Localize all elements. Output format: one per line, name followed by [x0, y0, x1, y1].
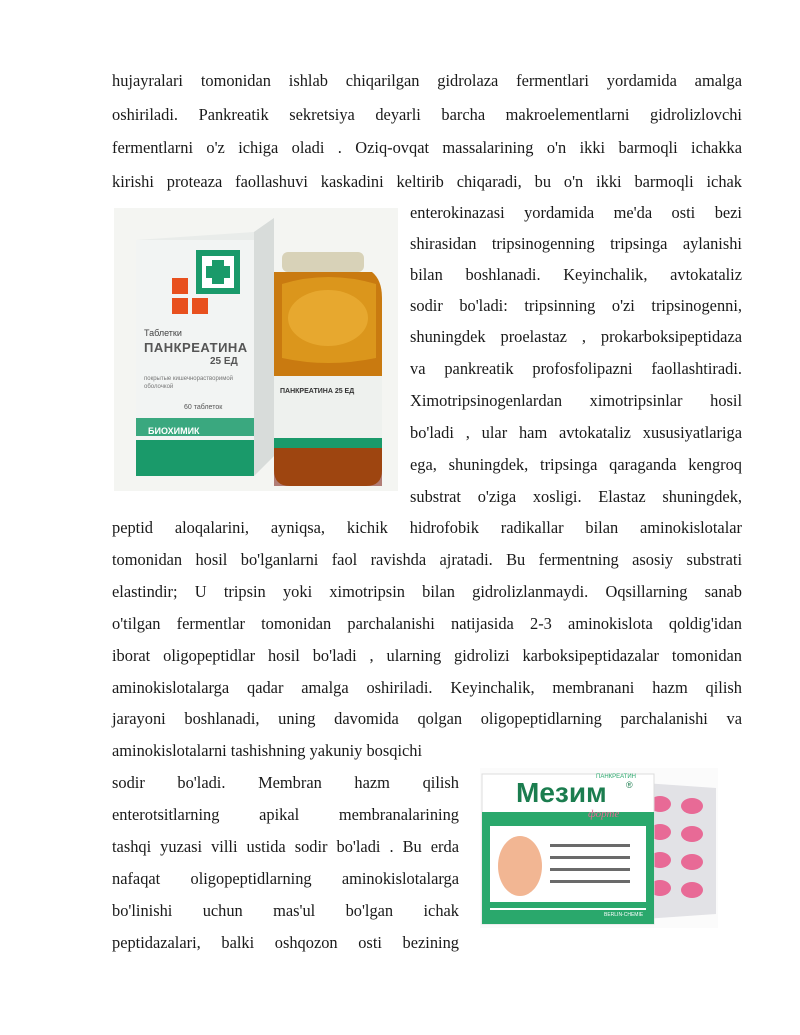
- paragraph-line: kirishi proteaza faollashuvi kaskadini keltirib chiqaradi, bu o'n ikki barmoqli ichak: [112, 172, 742, 191]
- pancreatin-product-photo: [114, 208, 398, 491]
- mezim-registered-mark: ®: [626, 780, 633, 790]
- paragraph-line: peptid aloqalarini, ayniqsa, kichik hidrofobik radikallar bilan aminokislotalar: [112, 518, 742, 537]
- paragraph-line: shirasidan tripsinogenning tripsinga aylanishi: [410, 234, 742, 253]
- paragraph-line: substrat o'ziga xosligi. Elastaz shuningdek,: [410, 487, 742, 506]
- paragraph-line: va pankreatik profosfolipazni faollashtiradi.: [410, 359, 742, 378]
- mezim-product-photo: [480, 768, 718, 928]
- paragraph-line: jarayoni boshlanadi, uning davomida qolgan oligopeptidlarning parchalanishi va: [112, 709, 742, 728]
- paragraph-line: o'tilgan fermentlar tomonidan parchalanishi natijasida 2-3 aminokislota qoldig'idan: [112, 614, 742, 633]
- box-brand: БИОХИМИК: [148, 426, 200, 436]
- paragraph-line: hujayralari tomonidan ishlab chiqarilgan gidrolaza fermentlari yordamida amalga: [112, 71, 742, 90]
- paragraph-line: tashqi yuzasi villi ustida sodir bo'ladi . Bu erda: [112, 837, 459, 856]
- mezim-name: Мезим: [516, 777, 607, 808]
- paragraph-line: sodir bo'ladi: tripsinning o'zi tripsinogenni,: [410, 296, 742, 315]
- paragraph-line: elastindir; U tripsin yoki ximotripsin bilan gidrolizlanmaydi. Oqsillarning sanab: [112, 582, 742, 601]
- box-product-name: ПАНКРЕАТИНА: [144, 340, 248, 355]
- paragraph-line: oshiriladi. Pankreatik sekretsiya deyarli barcha makroelementlarni gidrolizlovchi: [112, 105, 742, 124]
- box-label-top: Таблетки: [144, 328, 182, 338]
- paragraph-line: bo'ladi , ular ham avtokataliz xususiyatlariga: [410, 423, 742, 442]
- box-small-text: оболочкой: [144, 384, 174, 390]
- paragraph-line: iborat oligopeptidlar hosil bo'ladi , ularning gidrolizi karboksipeptidazalar tomonidan: [112, 646, 742, 665]
- paragraph-line: shuningdek proelastaz , prokarboksipeptidaza: [410, 327, 742, 346]
- paragraph-line: tomonidan hosil bo'lganlarni faol ravishda ajratadi. Bu fermentning asosiy substrati: [112, 550, 742, 569]
- box-dose: 25 ЕД: [210, 356, 238, 367]
- paragraph-line: ega, shuningdek, tripsinga qaraganda kengroq: [410, 455, 742, 474]
- paragraph-line: aminokislotalarni tashishning yakuniy bosqichi: [112, 741, 423, 760]
- mezim-top-label: ПАНКРЕАТИН: [596, 774, 636, 780]
- paragraph-line: enterokinazasi yordamida me'da osti bezi: [410, 203, 742, 222]
- mezim-subtitle: форте: [588, 808, 620, 820]
- paragraph-line: aminokislotalarga qadar amalga oshiriladi. Keyinchalik, membranani hazm qilish: [112, 678, 742, 697]
- paragraph-line: fermentlarni o'z ichiga oladi . Oziq-ovqat massalarining o'n ikki barmoqli ichakka: [112, 138, 742, 157]
- jar-label: ПАНКРЕАТИНА 25 ЕД: [280, 388, 355, 395]
- paragraph-line: enterotsitlarning apikal membranalarining: [112, 805, 459, 824]
- box-small-text: покрытые кишечнорастворимой: [144, 376, 234, 382]
- box-count: 60 таблеток: [184, 404, 223, 411]
- paragraph-line: peptidazalari, balki oshqozon osti bezining: [112, 933, 459, 952]
- paragraph-line: sodir bo'ladi. Membran hazm qilish: [112, 773, 459, 792]
- paragraph-line: Ximotripsinogenlardan ximotripsinlar hosil: [410, 391, 742, 410]
- paragraph-line: bilan boshlanadi. Keyinchalik, avtokataliz: [410, 265, 742, 284]
- mezim-brand: BERLIN-CHEMIE: [604, 912, 644, 918]
- paragraph-line: nafaqat oligopeptidlarning aminokislotalarga: [112, 869, 459, 888]
- paragraph-line: bo'linishi uchun mas'ul bo'lgan ichak: [112, 901, 459, 920]
